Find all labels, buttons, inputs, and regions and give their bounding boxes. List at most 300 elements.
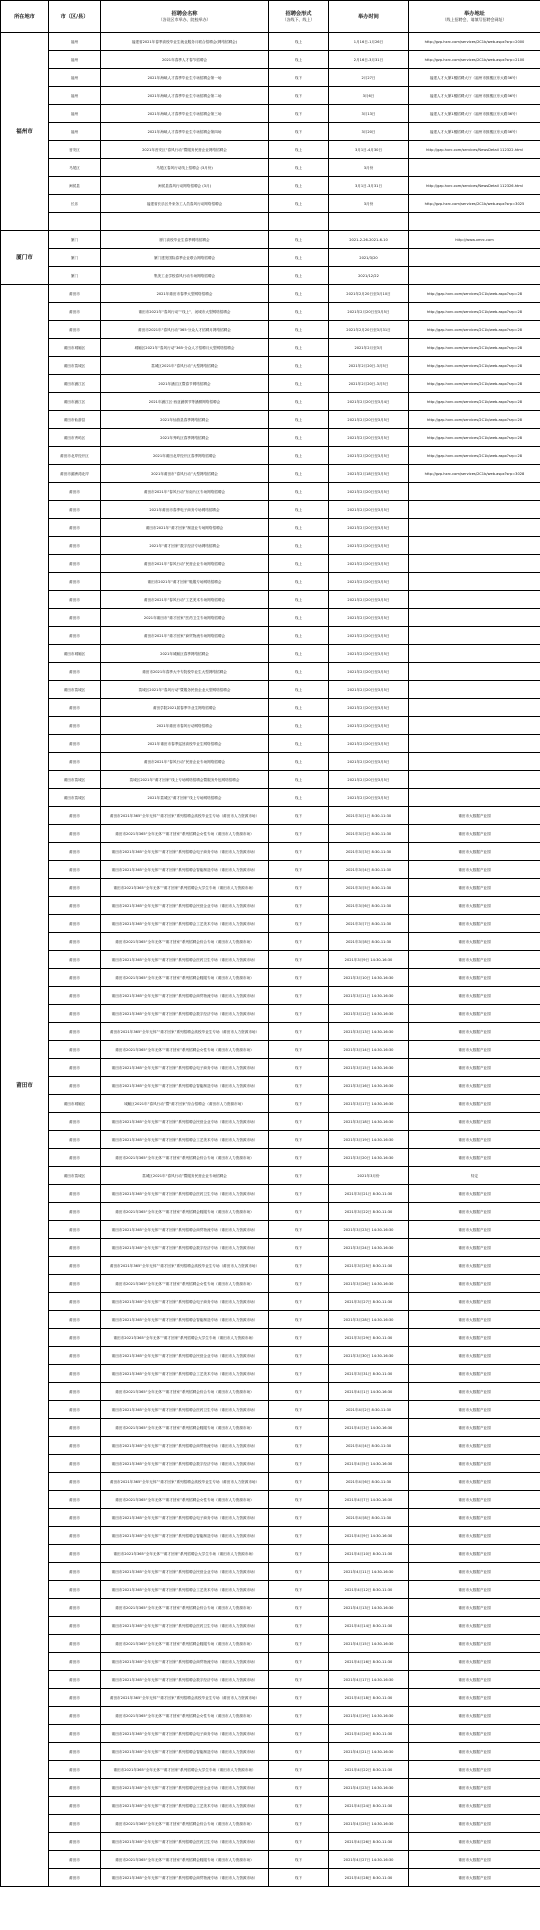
fair-time-cell: 3月20日 [329, 123, 409, 141]
district-cell: 莆田市 [49, 1563, 101, 1581]
fair-name-cell: 2021年莆田市春季巡回高校毕业生网络招聘会 [101, 735, 269, 753]
fair-name-cell: 莆田市2021年“莆才回家”鞋服专场网络招聘会 [101, 573, 269, 591]
district-cell: 莆田市 [49, 861, 101, 879]
fair-time-cell: 2021年3月20日 14:30-16:30 [329, 1149, 409, 1167]
fair-address-cell: 莆田市大数据产业园 [409, 1563, 540, 1581]
fair-name-cell: 莆田市2021年365“全年无休”“莆才回家”系列招聘会大学生专场（莆田市人力资源市场） [101, 1761, 269, 1779]
table-row [1, 1275, 540, 1293]
fair-form-cell [269, 213, 329, 231]
fair-address-cell: 莆田市大数据产业园 [409, 1095, 540, 1113]
fair-name-cell: 荔城区2021年“春风行动”暨服务民营企业大型网络招聘会 [101, 681, 269, 699]
table-row [1, 1599, 540, 1617]
district-cell: 马尾区 [49, 159, 101, 177]
fair-address-cell: http://gzp.hxrc.com/services/2C1b/web.aspx?srp=28 [409, 447, 540, 465]
header-name: 招聘会名称 （各设区市举办、院校举办） [101, 1, 269, 33]
district-cell: 莆田市 [49, 1653, 101, 1671]
fair-address-cell: http://gzp.hxrc.com/services/2C1b/web.aspx?srp=28 [409, 339, 540, 357]
fair-form-cell: 线上 [269, 537, 329, 555]
table-row [1, 1293, 540, 1311]
fair-name-cell: 莆田市2021年365“全年无休”“莆才回家”系列招聘会商贸物流专场（莆田市人力资源市场） [101, 1653, 269, 1671]
fair-address-cell: 莆田市大数据产业园 [409, 987, 540, 1005]
fair-form-cell: 线下 [269, 951, 329, 969]
fair-address-cell: http://gzp.hxrc.com/services/2C1b/web.aspx?srp=28 [409, 411, 540, 429]
fair-name-cell: 2021年春季人才春节招聘会 [101, 51, 269, 69]
district-cell: 福州 [49, 51, 101, 69]
district-cell: 莆田市 [49, 321, 101, 339]
district-cell: 莆田市 [49, 555, 101, 573]
fair-form-cell: 线下 [269, 1095, 329, 1113]
table-row [1, 87, 540, 105]
fair-time-cell: 2021年3月16日 14:30-16:30 [329, 1077, 409, 1095]
fair-form-cell: 线上 [269, 303, 329, 321]
district-cell: 莆田市 [49, 1725, 101, 1743]
fair-form-cell: 线下 [269, 933, 329, 951]
fair-time-cell: 2021年3月8日 8:30-11:30 [329, 933, 409, 951]
table-row [1, 735, 540, 753]
table-row [1, 1869, 540, 1887]
district-cell: 莆田市 [49, 1815, 101, 1833]
district-cell: 莆田市荔城区 [49, 789, 101, 807]
fair-time-cell: 2021年4月3日 14:30-16:30 [329, 1419, 409, 1437]
district-cell: 莆田市 [49, 717, 101, 735]
fair-name-cell: 莆田市2021年“莆才回家”商贸物流专场网络招聘会 [101, 627, 269, 645]
fair-name-cell: 2021年海峡人才春季毕业生专场招聘会第一场 [101, 69, 269, 87]
fair-time-cell: 2021年2月至3月 [329, 339, 409, 357]
district-cell: 莆田市 [49, 1509, 101, 1527]
fair-form-cell: 线上 [269, 465, 329, 483]
fair-time-cell: 2021年3月18日 14:30-16:30 [329, 1113, 409, 1131]
fair-time-cell: 2021年4月8日 8:30-11:30 [329, 1509, 409, 1527]
fair-form-cell: 线上 [269, 411, 329, 429]
fair-address-cell [409, 753, 540, 771]
fair-address-cell [409, 591, 540, 609]
table-row [1, 267, 540, 285]
fair-name-cell: 莆田市2021年365“全年无休”“莆才回家”系列招聘会民营企业专场（莆田市人力资源市场） [101, 897, 269, 915]
fair-address-cell: http://www.xmrc.com [409, 231, 540, 249]
fair-time-cell: 2月27日 [329, 69, 409, 87]
fair-name-cell: 莆田市2021年365“全年无休”“莆才回家”系列招聘会高校毕业生专场（莆田市人力资源市场） [101, 1473, 269, 1491]
district-cell: 莆田市 [49, 933, 101, 951]
table-row [1, 213, 540, 231]
fair-address-cell: 莆田市大数据产业园 [409, 1419, 540, 1437]
fair-name-cell: 莆田市2021年365“全年无休”“莆才回家”系列招聘会商贸物流专场（莆田市人力资源市场） [101, 987, 269, 1005]
table-row [1, 195, 540, 213]
fair-address-cell: 莆田市大数据产业园 [409, 951, 540, 969]
fair-time-cell: 2021年4月15日 14:30-16:30 [329, 1635, 409, 1653]
district-cell: 莆田市 [49, 1401, 101, 1419]
table-row [1, 1707, 540, 1725]
fair-name-cell: 莆田市2021年365“全年无休”“莆才回家”系列招聘会民营企业专场（莆田市人力资源市场） [101, 1113, 269, 1131]
district-cell: 莆田市 [49, 609, 101, 627]
district-cell: 莆田市 [49, 1383, 101, 1401]
fair-form-cell: 线下 [269, 1329, 329, 1347]
fair-address-cell: http://gzp.hxrc.com/services/2C1b/web.aspx?srp=28 [409, 303, 540, 321]
fair-time-cell: 2021年3月9日 14:30-16:30 [329, 951, 409, 969]
fair-time-cell: 2021年4月5日 14:30-16:30 [329, 1455, 409, 1473]
table-row [1, 141, 540, 159]
fair-address-cell: 莆田市大数据产业园 [409, 1707, 540, 1725]
fair-name-cell: 莆田市2021年365“全年无休”“莆才回家”系列招聘会数字经济专场（莆田市人力资源市场） [101, 1239, 269, 1257]
fair-name-cell: 莆田市2021年365“全年无休”“莆才回家”系列招聘会高校毕业生专场（莆田市人力资源市场） [101, 1023, 269, 1041]
table-row [1, 519, 540, 537]
district-cell: 莆田市荔城区 [49, 357, 101, 375]
fair-time-cell: 2021年3月25日 8:30-11:30 [329, 1257, 409, 1275]
table-row [1, 1491, 540, 1509]
fair-time-cell: 2021年3月7日 8:30-11:30 [329, 915, 409, 933]
fair-form-cell: 线下 [269, 1509, 329, 1527]
fair-name-cell: 莆田市2021年365“全年无休”“莆才回家”系列招聘会数字经济专场（莆田市人力资源市场） [101, 1455, 269, 1473]
fair-time-cell: 2021年3月19日 14:30-16:30 [329, 1131, 409, 1149]
fair-name-cell: 2021年涵江区暨春节网络招聘会 [101, 375, 269, 393]
fair-address-cell: http://gzp.hxrc.com/services/2C1b/web.aspx?srp=3028 [409, 465, 540, 483]
district-cell: 莆田市 [49, 1635, 101, 1653]
table-row [1, 33, 540, 51]
fair-address-cell: 莆田市大数据产业园 [409, 1365, 540, 1383]
table-row [1, 987, 540, 1005]
table-row [1, 51, 540, 69]
fair-name-cell: 莆田市2021年365“全年无休”“莆才回家”系列招聘会综合专场（莆田市人力资源市场） [101, 1599, 269, 1617]
fair-address-cell: 福建人才大厦1楼招聘大厅（福州市鼓楼区东大路36号） [409, 87, 540, 105]
fair-time-cell: 2021年3月13日 14:30-16:30 [329, 1023, 409, 1041]
table-row [1, 1437, 540, 1455]
table-row [1, 1401, 540, 1419]
fair-address-cell: 莆田市大数据产业园 [409, 1185, 540, 1203]
fair-address-cell [409, 609, 540, 627]
table-row [1, 1257, 540, 1275]
district-cell: 莆田市 [49, 1779, 101, 1797]
fair-form-cell: 线上 [269, 393, 329, 411]
fair-form-cell: 线下 [269, 1545, 329, 1563]
fair-name-cell: 莆田市2021年365“全年无休”“莆才回家”系列招聘会电子商务专场（莆田市人力资源市场） [101, 1059, 269, 1077]
fair-name-cell: 莆田市2021年春季大中专院校毕业生大型网络招聘会 [101, 663, 269, 681]
fair-name-cell: 2021年荔城区“莆才回家”线上专场网络招聘会 [101, 789, 269, 807]
district-cell: 莆田市 [49, 1005, 101, 1023]
fair-time-cell: 2021年2月20日至3月5日 [329, 699, 409, 717]
table-row [1, 1527, 540, 1545]
fair-name-cell: 2021年“莆才回家”数字经济专场网络招聘会 [101, 537, 269, 555]
fair-time-cell: 2021年2月20日-3月5日 [329, 357, 409, 375]
district-cell: 莆田市 [49, 1293, 101, 1311]
fair-name-cell: 莆田市2021年365“全年无休”“莆才回家”系列招聘会电子商务专场（莆田市人力资源市场） [101, 1509, 269, 1527]
district-cell: 莆田市 [49, 519, 101, 537]
fair-address-cell: 莆田市大数据产业园 [409, 1545, 540, 1563]
district-cell: 莆田市 [49, 1869, 101, 1887]
fair-form-cell: 线下 [269, 1671, 329, 1689]
fair-form-cell: 线下 [269, 1185, 329, 1203]
fair-address-cell [409, 681, 540, 699]
district-cell: 莆田市 [49, 825, 101, 843]
district-cell: 莆田市 [49, 1473, 101, 1491]
district-cell: 莆田市秀屿区 [49, 429, 101, 447]
table-row [1, 231, 540, 249]
district-cell: 莆田市涵江区 [49, 375, 101, 393]
fair-address-cell: 莆田市大数据产业园 [409, 1275, 540, 1293]
fair-form-cell: 线上 [269, 321, 329, 339]
fair-address-cell [409, 627, 540, 645]
fair-form-cell: 线下 [269, 1491, 329, 1509]
table-row [1, 411, 540, 429]
district-cell: 莆田市 [49, 1491, 101, 1509]
fair-name-cell: 城厢区2021年“春风行动”暨“莆才回家”综合招聘会（莆田市人力资源市场） [101, 1095, 269, 1113]
fair-form-cell: 线下 [269, 1059, 329, 1077]
fair-address-cell: 莆田市大数据产业园 [409, 969, 540, 987]
fair-time-cell: 2021年2月20日至3月5日 [329, 771, 409, 789]
district-cell: 福州 [49, 87, 101, 105]
fair-form-cell: 线下 [269, 825, 329, 843]
fair-form-cell: 线下 [269, 1797, 329, 1815]
fair-name-cell: 莆田市2021年“春风行动”民营企业专场网络招聘会 [101, 753, 269, 771]
district-cell: 福州 [49, 69, 101, 87]
fair-form-cell: 线下 [269, 1437, 329, 1455]
fair-address-cell: http://gzp.hxrc.com/services/2C1b/web.aspx?srp=3025 [409, 195, 540, 213]
fair-form-cell: 线下 [269, 1023, 329, 1041]
fair-address-cell [409, 645, 540, 663]
fair-form-cell: 线下 [269, 1599, 329, 1617]
fair-form-cell: 线下 [269, 1473, 329, 1491]
table-row [1, 825, 540, 843]
fair-name-cell: 马尾区春风行动线上招聘会 (3月份) [101, 159, 269, 177]
fair-name-cell: 2021年莆田市“莆才回家”医药卫生专场网络招聘会 [101, 609, 269, 627]
fair-form-cell: 线上 [269, 699, 329, 717]
fair-address-cell: http://gzp.hxrc.com/services/2C1b/web.aspx?srp=2000 [409, 33, 540, 51]
fair-form-cell: 线下 [269, 1779, 329, 1797]
table-row [1, 699, 540, 717]
fair-time-cell: 2021年2月20日至3月31日 [329, 321, 409, 339]
fair-address-cell: 莆田市大数据产业园 [409, 1725, 540, 1743]
fair-form-cell: 线下 [269, 843, 329, 861]
header-city: 所在地市 [1, 1, 49, 33]
fair-name-cell: 莆田市2021年365“全年无休”“莆才回家”系列招聘会大学生专场（莆田市人力资源市场） [101, 1329, 269, 1347]
fair-name-cell: 莆田市2021年365“全年无休”“莆才回家”系列招聘会智能制造专场（莆田市人力资源市场） [101, 1743, 269, 1761]
fair-name-cell: 莆田市2021年365“全年无休”“莆才回家”系列招聘会医药卫生专场（莆田市人力资源市场） [101, 1617, 269, 1635]
table-row [1, 1167, 540, 1185]
district-cell: 莆田市北岸经开区 [49, 447, 101, 465]
fair-name-cell: 福建省长乐区外来务工人员春风行动网络招聘会 [101, 195, 269, 213]
fair-address-cell: 莆田市大数据产业园 [409, 1527, 540, 1545]
table-row [1, 537, 540, 555]
fair-time-cell: 2021年2月20日至3月5日 [329, 645, 409, 663]
table-row [1, 1455, 540, 1473]
fair-address-cell: 莆田市大数据产业园 [409, 1491, 540, 1509]
fair-time-cell: 2021年4月13日 14:30-16:30 [329, 1599, 409, 1617]
table-row [1, 375, 540, 393]
district-cell: 莆田市 [49, 1311, 101, 1329]
table-row [1, 753, 540, 771]
fair-form-cell: 线下 [269, 1725, 329, 1743]
table-row [1, 1329, 540, 1347]
fair-name-cell: 莆田市2021年365“全年无休”“莆才回家”系列招聘会民营企业专场（莆田市人力资源市场） [101, 1563, 269, 1581]
district-cell: 晋安区 [49, 141, 101, 159]
fair-address-cell: 福建人才大厦1楼招聘大厅（福州市鼓楼区东大路36号） [409, 123, 540, 141]
table-row [1, 969, 540, 987]
district-cell: 莆田市 [49, 1455, 101, 1473]
fair-address-cell [409, 717, 540, 735]
table-row [1, 1815, 540, 1833]
table-row [1, 1725, 540, 1743]
district-cell: 莆田市 [49, 1689, 101, 1707]
fair-form-cell: 线下 [269, 1653, 329, 1671]
fair-name-cell: 莆田市2021年365“全年无休”“莆才回家”系列招聘会女性专场（莆田市人力资源市场） [101, 825, 269, 843]
fair-time-cell [329, 213, 409, 231]
table-row [1, 1797, 540, 1815]
fair-name-cell: 闽侯县春风行动网络招聘会 (3月) [101, 177, 269, 195]
fair-address-cell: 莆田市大数据产业园 [409, 1851, 540, 1869]
fair-form-cell: 线下 [269, 879, 329, 897]
table-row [1, 1761, 540, 1779]
fair-time-cell: 2021年2月20日至3月4日 [329, 393, 409, 411]
fair-name-cell: 2021年莆田市春季电子商务专场网络招聘会 [101, 501, 269, 519]
header-row [1, 1, 540, 33]
fair-time-cell: 2021年3月26日 14:30-16:30 [329, 1275, 409, 1293]
district-cell: 莆田市 [49, 303, 101, 321]
fair-address-cell: 莆田市大数据产业园 [409, 1635, 540, 1653]
fair-address-cell [409, 483, 540, 501]
fair-address-cell [409, 267, 540, 285]
fair-time-cell: 2021年3月28日 14:30-16:30 [329, 1311, 409, 1329]
fair-name-cell: 莆田市2021年365“全年无休”“莆才回家”系列招聘会电子商务专场（莆田市人力资源市场） [101, 1293, 269, 1311]
fair-form-cell: 线下 [269, 105, 329, 123]
table-body [1, 33, 540, 1887]
fair-time-cell: 2021年4月17日 14:30-16:30 [329, 1671, 409, 1689]
table-row [1, 591, 540, 609]
district-cell: 莆田市 [49, 1365, 101, 1383]
district-cell: 莆田市 [49, 1851, 101, 1869]
table-row [1, 1509, 540, 1527]
fair-name-cell: 莆田市2021年365“全年无休”“莆才回家”系列招聘会工艺美术专场（莆田市人力资源市场） [101, 915, 269, 933]
fair-name-cell: 莆田市2021年365“全年无休”“莆才回家”系列招聘会综合专场（莆田市人力资源市场） [101, 933, 269, 951]
fair-name-cell: 莆田市2021年“春风行动”工艺美术专场网络招聘会 [101, 591, 269, 609]
table-row [1, 807, 540, 825]
fair-address-cell: 莆田市大数据产业园 [409, 1257, 540, 1275]
fair-name-cell: 厦门建发国际春季企业联合网络招聘会 [101, 249, 269, 267]
fair-time-cell: 2021年4月20日 8:30-11:30 [329, 1725, 409, 1743]
table-row [1, 1689, 540, 1707]
fair-time-cell: 2021年3月27日 8:30-11:30 [329, 1293, 409, 1311]
fair-name-cell: 莆田市2021年365“全年无休”“莆才回家”系列招聘会医药卫生专场（莆田市人力资源市场） [101, 1833, 269, 1851]
fair-form-cell: 线上 [269, 357, 329, 375]
fair-form-cell: 线下 [269, 1167, 329, 1185]
fair-time-cell: 3月1日-4月30日 [329, 141, 409, 159]
fair-form-cell: 线下 [269, 1815, 329, 1833]
fair-form-cell: 线上 [269, 231, 329, 249]
fair-time-cell: 3月份 [329, 159, 409, 177]
fair-name-cell: 莆田市2021年365“全年无休”“莆才回家”系列招聘会商贸物流专场（莆田市人力资源市场） [101, 1869, 269, 1887]
fair-name-cell: 莆田市2021年365“全年无休”“莆才回家”系列招聘会鞋服专场（莆田市人力资源市场） [101, 1851, 269, 1869]
table-row [1, 861, 540, 879]
fair-form-cell: 线上 [269, 771, 329, 789]
district-cell: 莆田市 [49, 951, 101, 969]
district-cell: 莆田市 [49, 1671, 101, 1689]
table-row [1, 1473, 540, 1491]
table-row [1, 1653, 540, 1671]
fair-form-cell: 线下 [269, 861, 329, 879]
fair-name-cell: 莆田市2021年365“全年无休”“莆才回家”系列招聘会工艺美术专场（莆田市人力资源市场） [101, 1131, 269, 1149]
fair-name-cell: 莆田市2021年365“全年无休”“莆才回家”系列招聘会民营企业专场（莆田市人力资源市场） [101, 1779, 269, 1797]
table-row [1, 951, 540, 969]
fair-form-cell: 线下 [269, 1833, 329, 1851]
district-cell [49, 213, 101, 231]
fair-name-cell: 莆田市2021年365“全年无休”“莆才回家”系列招聘会女性专场（莆田市人力资源市场） [101, 1491, 269, 1509]
fair-time-cell: 3月1日-3月31日 [329, 177, 409, 195]
fair-address-cell: 莆田市大数据产业园 [409, 1779, 540, 1797]
fair-address-cell: 莆田市大数据产业园 [409, 1293, 540, 1311]
table-row [1, 177, 540, 195]
district-cell: 莆田市 [49, 285, 101, 303]
fair-name-cell: 集美工业学校春风行动专场网络招聘会 [101, 267, 269, 285]
fair-address-cell: 莆田市大数据产业园 [409, 1077, 540, 1095]
fair-address-cell: http://gzp.hxrc.com/services/2C1b/web.aspx?srp=28 [409, 357, 540, 375]
fair-time-cell: 2021年4月25日 14:30-16:30 [329, 1815, 409, 1833]
fair-time-cell: 2021年2月20日至3月5日 [329, 483, 409, 501]
fair-time-cell: 2月16日-3月31日 [329, 51, 409, 69]
fair-form-cell: 线上 [269, 645, 329, 663]
fair-address-cell [409, 249, 540, 267]
fair-name-cell: 厦门高校毕业生春季网络招聘会 [101, 231, 269, 249]
fair-form-cell: 线上 [269, 573, 329, 591]
table-row [1, 1851, 540, 1869]
fair-name-cell: 荔城区2021年“莆才回家”线上专场网络招聘会暨服务外包网络招聘会 [101, 771, 269, 789]
fair-time-cell: 2021年4月7日 14:30-16:30 [329, 1491, 409, 1509]
district-cell: 莆田市 [49, 735, 101, 753]
fair-name-cell: 莆田市2021年“春风行动”“线上”、闭城市大型网络招聘会 [101, 303, 269, 321]
table-row [1, 447, 540, 465]
district-cell: 福州 [49, 105, 101, 123]
table-row [1, 1203, 540, 1221]
district-cell: 莆田市 [49, 1077, 101, 1095]
fair-name-cell: 2021年涵江区·西亚涵棋节等涵棋网络招聘会 [101, 393, 269, 411]
fair-form-cell: 线下 [269, 1743, 329, 1761]
fair-name-cell: 2021年海峡人才春季毕业生专场招聘会第四场 [101, 123, 269, 141]
fair-time-cell: 2021年3月24日 14:30-16:30 [329, 1239, 409, 1257]
district-cell: 莆田市 [49, 1257, 101, 1275]
table-row [1, 1617, 540, 1635]
fair-address-cell: http://gzp.hxrc.com/services/NewsDetail 112326.html [409, 177, 540, 195]
table-row [1, 321, 540, 339]
table-row [1, 1077, 540, 1095]
fair-name-cell: 莆田市2021年365“全年无休”“莆才回家”系列招聘会高校毕业生专场（莆田市人力资源市场） [101, 1257, 269, 1275]
district-cell: 莆田市城厢区 [49, 1095, 101, 1113]
district-cell: 长乐 [49, 195, 101, 213]
table-row [1, 1671, 540, 1689]
fair-form-cell: 线上 [269, 375, 329, 393]
fair-form-cell: 线上 [269, 33, 329, 51]
fair-form-cell: 线上 [269, 591, 329, 609]
fair-form-cell: 线下 [269, 123, 329, 141]
table-row [1, 1347, 540, 1365]
table-row [1, 843, 540, 861]
fair-time-cell: 2021年3月17日 14:30-16:30 [329, 1095, 409, 1113]
district-cell: 莆田市 [49, 1527, 101, 1545]
fair-form-cell: 线下 [269, 1761, 329, 1779]
table-row [1, 357, 540, 375]
table-row [1, 1149, 540, 1167]
table-row [1, 69, 540, 87]
table-row [1, 879, 540, 897]
table-row [1, 249, 540, 267]
district-cell: 莆田市 [49, 1347, 101, 1365]
fair-time-cell: 2021年4月19日 14:30-16:30 [329, 1707, 409, 1725]
fair-address-cell: 莆田市大数据产业园 [409, 1869, 540, 1887]
table-row [1, 1635, 540, 1653]
fair-address-cell: http://gzp.hxrc.com/services/2C1b/web.aspx?srp=2100 [409, 51, 540, 69]
fair-time-cell: 2021年2月18日至3月5日 [329, 465, 409, 483]
fair-address-cell: 莆田市大数据产业园 [409, 1239, 540, 1257]
fair-time-cell: 2021年3月23日 14:30-16:30 [329, 1221, 409, 1239]
table-row [1, 483, 540, 501]
fair-address-cell: http://gzp.hxrc.com/services/2C1b/web.aspx?srp=28 [409, 375, 540, 393]
fair-address-cell [409, 555, 540, 573]
fair-form-cell: 线下 [269, 1419, 329, 1437]
